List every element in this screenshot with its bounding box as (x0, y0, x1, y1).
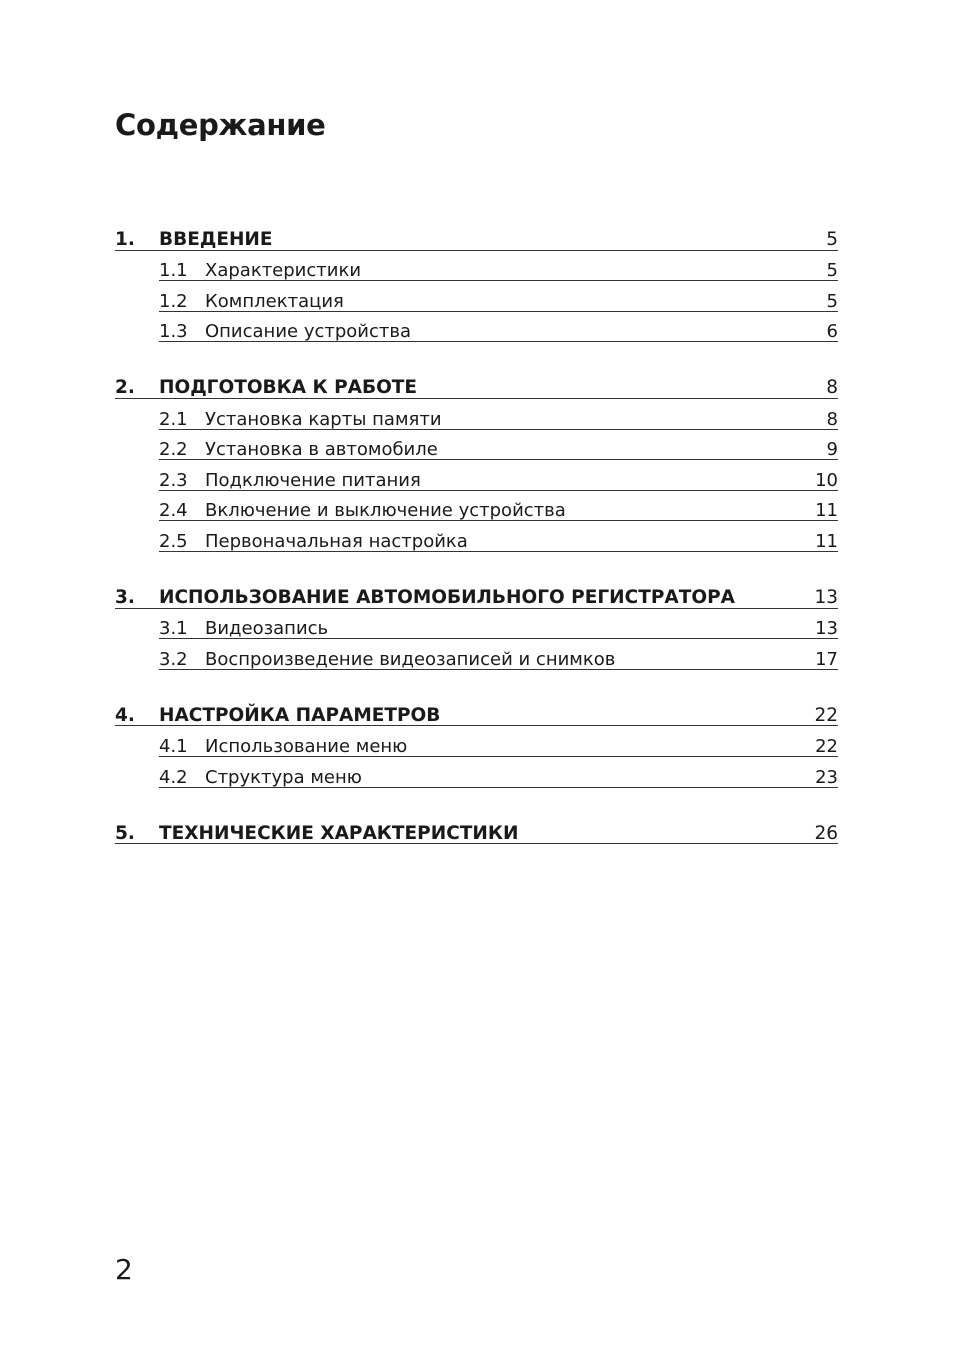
toc-entry-number: 5. (115, 822, 135, 844)
toc-gap (115, 794, 838, 820)
page-title: Содержание (115, 108, 326, 142)
toc-entry-label: Первоначальная настройка (205, 530, 468, 552)
toc-entry-page: 11 (815, 530, 838, 552)
page-number: 2 (115, 1253, 133, 1286)
toc-entry-label: Воспроизведение видеозаписей и снимков (205, 648, 616, 670)
toc-entry-label: Комплектация (205, 290, 344, 312)
toc-entry-label: Подключение питания (205, 469, 421, 491)
toc-subsection-entry[interactable] (115, 763, 838, 794)
toc-entry-label: ТЕХНИЧЕСКИЕ ХАРАКТЕРИСТИКИ (159, 822, 519, 844)
toc-entry-page: 10 (815, 469, 838, 491)
toc-entry-page: 5 (826, 229, 838, 251)
toc-entry-page: 8 (826, 408, 838, 430)
toc-entry-page: 11 (815, 500, 838, 522)
toc-entry-page: 9 (826, 439, 838, 461)
toc-entry-number: 2. (115, 377, 135, 399)
toc-entry-label: Описание устройства (205, 321, 412, 343)
toc-entry-number: 2.5 (159, 530, 188, 552)
toc-subsection-entry[interactable] (115, 732, 838, 763)
toc-section-entry[interactable] (115, 584, 838, 615)
toc-entry-page: 26 (814, 822, 838, 844)
toc-entry-page: 23 (815, 766, 838, 788)
toc-entry-number: 1. (115, 229, 135, 251)
toc-section-entry[interactable] (115, 820, 838, 851)
toc-entry-number: 2.2 (159, 439, 188, 461)
toc-entry-page: 6 (826, 321, 838, 343)
toc-entry-label: Видеозапись (205, 618, 329, 640)
toc-subsection-entry[interactable] (115, 436, 838, 467)
toc-entry-number: 3.1 (159, 618, 188, 640)
toc-entry-number: 1.2 (159, 290, 188, 312)
toc-entry-page: 22 (815, 735, 838, 757)
toc-entry-page: 5 (826, 260, 838, 282)
toc-section-entry[interactable] (115, 702, 838, 733)
toc-gap (115, 676, 838, 702)
toc-entry-label: ВВЕДЕНИЕ (159, 229, 273, 251)
toc-entry-number: 3. (115, 587, 135, 609)
toc-entry-page: 5 (826, 290, 838, 312)
table-of-contents (115, 226, 838, 850)
toc-section-entry[interactable] (115, 226, 838, 257)
toc-entry-number: 4.2 (159, 766, 188, 788)
toc-gap (115, 558, 838, 584)
toc-entry-number: 4. (115, 704, 135, 726)
toc-entry-label: Структура меню (205, 766, 362, 788)
toc-entry-number: 1.1 (159, 260, 188, 282)
toc-entry-number: 4.1 (159, 735, 188, 757)
toc-entry-label: Установка карты памяти (205, 408, 442, 430)
toc-entry-label: Использование меню (205, 735, 408, 757)
toc-entry-page: 17 (815, 648, 838, 670)
toc-entry-page: 8 (826, 377, 838, 399)
toc-subsection-entry[interactable] (115, 405, 838, 436)
toc-subsection-entry[interactable] (115, 645, 838, 676)
toc-subsection-entry[interactable] (115, 257, 838, 288)
toc-entry-number: 2.4 (159, 500, 188, 522)
toc-entry-number: 3.2 (159, 648, 188, 670)
toc-entry-label: Включение и выключение устройства (205, 500, 566, 522)
toc-entry-number: 2.1 (159, 408, 188, 430)
toc-subsection-entry[interactable] (115, 527, 838, 558)
toc-entry-label: ИСПОЛЬЗОВАНИЕ АВТОМОБИЛЬНОГО РЕГИСТРАТОРА (159, 587, 735, 609)
toc-entry-number: 2.3 (159, 469, 188, 491)
toc-entry-label: Характеристики (205, 260, 362, 282)
toc-entry-label: НАСТРОЙКА ПАРАМЕТРОВ (159, 704, 441, 726)
toc-entry-label: Установка в автомобиле (205, 439, 438, 461)
toc-subsection-entry[interactable] (115, 466, 838, 497)
toc-section-entry[interactable] (115, 374, 838, 405)
toc-subsection-entry[interactable] (115, 497, 838, 528)
toc-entry-label: ПОДГОТОВКА К РАБОТЕ (159, 377, 418, 399)
toc-gap (115, 348, 838, 374)
toc-entry-page: 22 (814, 704, 838, 726)
toc-subsection-entry[interactable] (115, 287, 838, 318)
toc-subsection-entry[interactable] (115, 318, 838, 349)
toc-subsection-entry[interactable] (115, 615, 838, 646)
toc-entry-page: 13 (815, 618, 838, 640)
toc-entry-number: 1.3 (159, 321, 188, 343)
toc-entry-page: 13 (814, 587, 838, 609)
